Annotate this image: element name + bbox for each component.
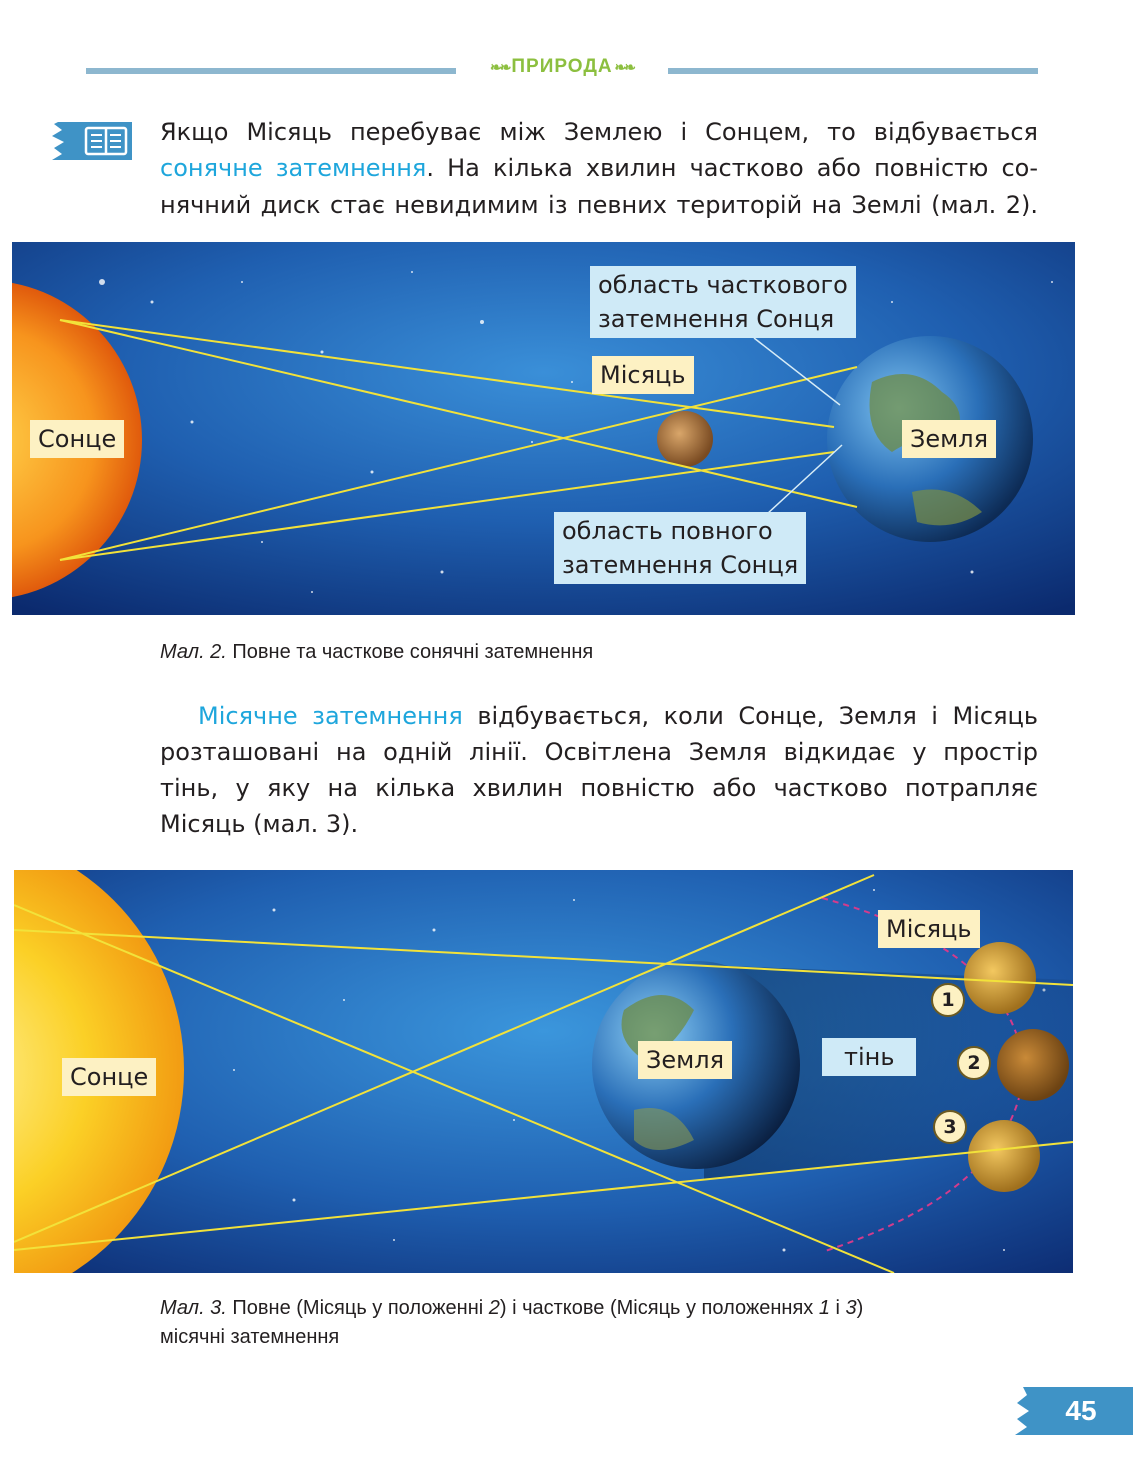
leaf-ornament-icon: ❧❧ — [612, 59, 634, 75]
intro-line-1: Якщо Місяць перебуває між Землею і Сонцем, то відбувається — [160, 118, 1038, 146]
header-rule-left — [86, 68, 456, 74]
leaf-ornament-icon: ❧❧ — [490, 59, 512, 75]
solar-eclipse-figure — [12, 242, 1075, 615]
label-earth: Земля — [902, 420, 996, 458]
moon-position-2 — [997, 1029, 1069, 1101]
section-title: ПРИРОДА — [511, 56, 613, 77]
page-number: 45 — [1065, 1395, 1097, 1426]
label-shadow: тінь — [822, 1038, 916, 1076]
position-marker-2: 2 — [957, 1046, 991, 1080]
lunar-line-1: Місячне затемнення відбувається, коли Сонце, Земля і Місяць — [198, 702, 1038, 730]
moon-position-3 — [968, 1120, 1040, 1192]
moon-position-1 — [964, 942, 1036, 1014]
page-number-tab — [1015, 1387, 1133, 1435]
term-lunar-eclipse: Місячне затемнення — [198, 702, 463, 730]
position-marker-3: 3 — [933, 1110, 967, 1144]
label-moon: Місяць — [878, 910, 980, 948]
intro-line-3: нячний диск стає невидимим із певних територій на Землі (мал. 2). — [160, 191, 1038, 219]
label-partial-eclipse-area: область часткового затемнення Сонця — [590, 266, 856, 338]
header-rule-right — [668, 68, 1038, 74]
label-total-eclipse-area: область повного затемнення Сонця — [554, 512, 806, 584]
open-book-icon — [52, 118, 132, 164]
label-earth: Земля — [638, 1041, 732, 1079]
label-sun: Сонце — [62, 1058, 156, 1096]
label-sun: Сонце — [30, 420, 124, 458]
lunar-line-3: тінь, у яку на кілька хвилин повністю або частково потрапляє — [160, 774, 1038, 802]
figure2-caption: Мал. 2. Повне та часткове сонячні затемнення — [160, 641, 594, 663]
position-marker-1: 1 — [931, 983, 965, 1017]
lunar-eclipse-figure — [14, 870, 1073, 1273]
lunar-line-4: Місяць (мал. 3). — [160, 810, 359, 838]
label-moon: Місяць — [592, 356, 694, 394]
section-header — [456, 56, 668, 78]
figure3-caption: Мал. 3. Повне (Місяць у положенні 2) і часткове (Місяць у положеннях 1 і 3) місячні затемнення — [160, 1297, 864, 1348]
term-solar-eclipse: сонячне затемнення — [160, 154, 427, 182]
lunar-line-2: розташовані на одній лінії. Освітлена Земля відкидає у простір — [160, 738, 1038, 766]
intro-line-2: сонячне затемнення. На кілька хвилин частково або повністю со- — [160, 154, 1038, 182]
moon-shape — [657, 411, 713, 467]
